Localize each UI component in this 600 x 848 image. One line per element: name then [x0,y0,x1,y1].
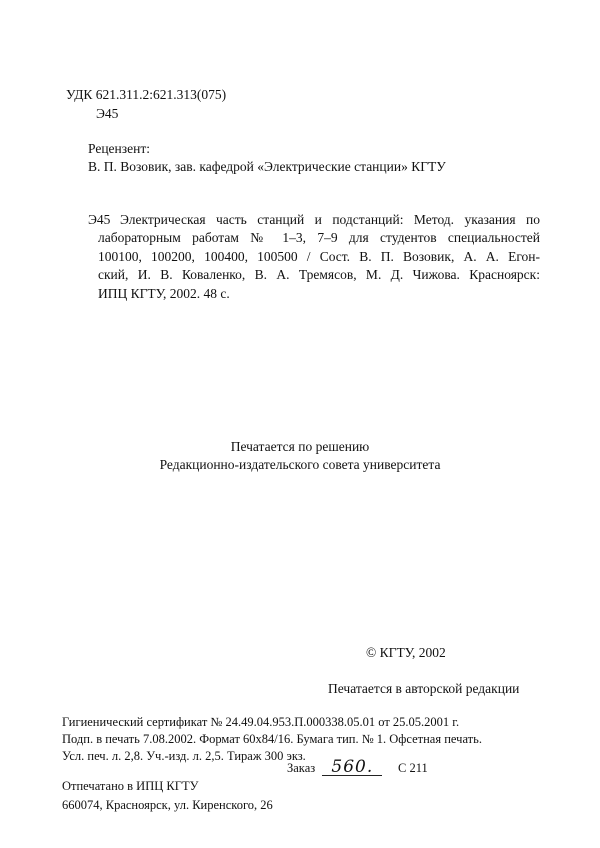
print-signed-info: Подп. в печать 7.08.2002. Формат 60x84/16. Бумага тип. № 1. Офсетная печать. [62,732,482,746]
order-field [287,759,382,776]
printer-line-1: Отпечатано в ИПЦ КГТУ [62,779,199,793]
bibliography-line: ИПЦ КГТУ, 2002. 48 с. [98,285,230,301]
bibliography-line: Электрическая часть станций и подстанций: Метод. указания по [120,212,540,227]
bibliography-code: Э45 [88,212,111,227]
hygiene-certificate: Гигиенический сертификат № 24.49.04.953.П.000338.05.01 от 25.05.2001 г. [62,715,460,729]
bibliography-entry [98,211,540,303]
edition-note: Печатается в авторской редакции [328,681,520,696]
bibliography-line: 100100, 100200, 100400, 100500 / Сост. В. П. Возовик, А. А. Егон- [98,248,540,264]
bibliography-line: лабораторным работам № 1–3, 7–9 для студентов специальностей [98,230,540,246]
approval-line-1: Печатается по решению [230,439,370,454]
order-code: С 211 [398,761,428,775]
printer-line-2: 660074, Красноярск, ул. Киренского, 26 [62,798,273,812]
bibliography-line: ский, И. В. Коваленко, В. А. Тремясов, М. Д. Чижова. Красноярск: [98,267,540,283]
author-sign: Э45 [96,106,119,121]
reviewer-text: В. П. Возовик, зав. кафедрой «Электрические станции» КГТУ [88,159,446,174]
reviewer-label: Рецензент: [88,141,150,156]
order-label: Заказ [287,761,316,775]
approval-line-2: Редакционно-издательского совета университета [159,457,441,472]
print-volume-info: Усл. печ. л. 2,8. Уч.-изд. л. 2,5. Тираж 300 экз. [62,749,306,763]
order-number: 560. [322,759,382,776]
copyright: © КГТУ, 2002 [366,645,446,660]
udk-code: УДК 621.311.2:621.313(075) [66,87,227,102]
